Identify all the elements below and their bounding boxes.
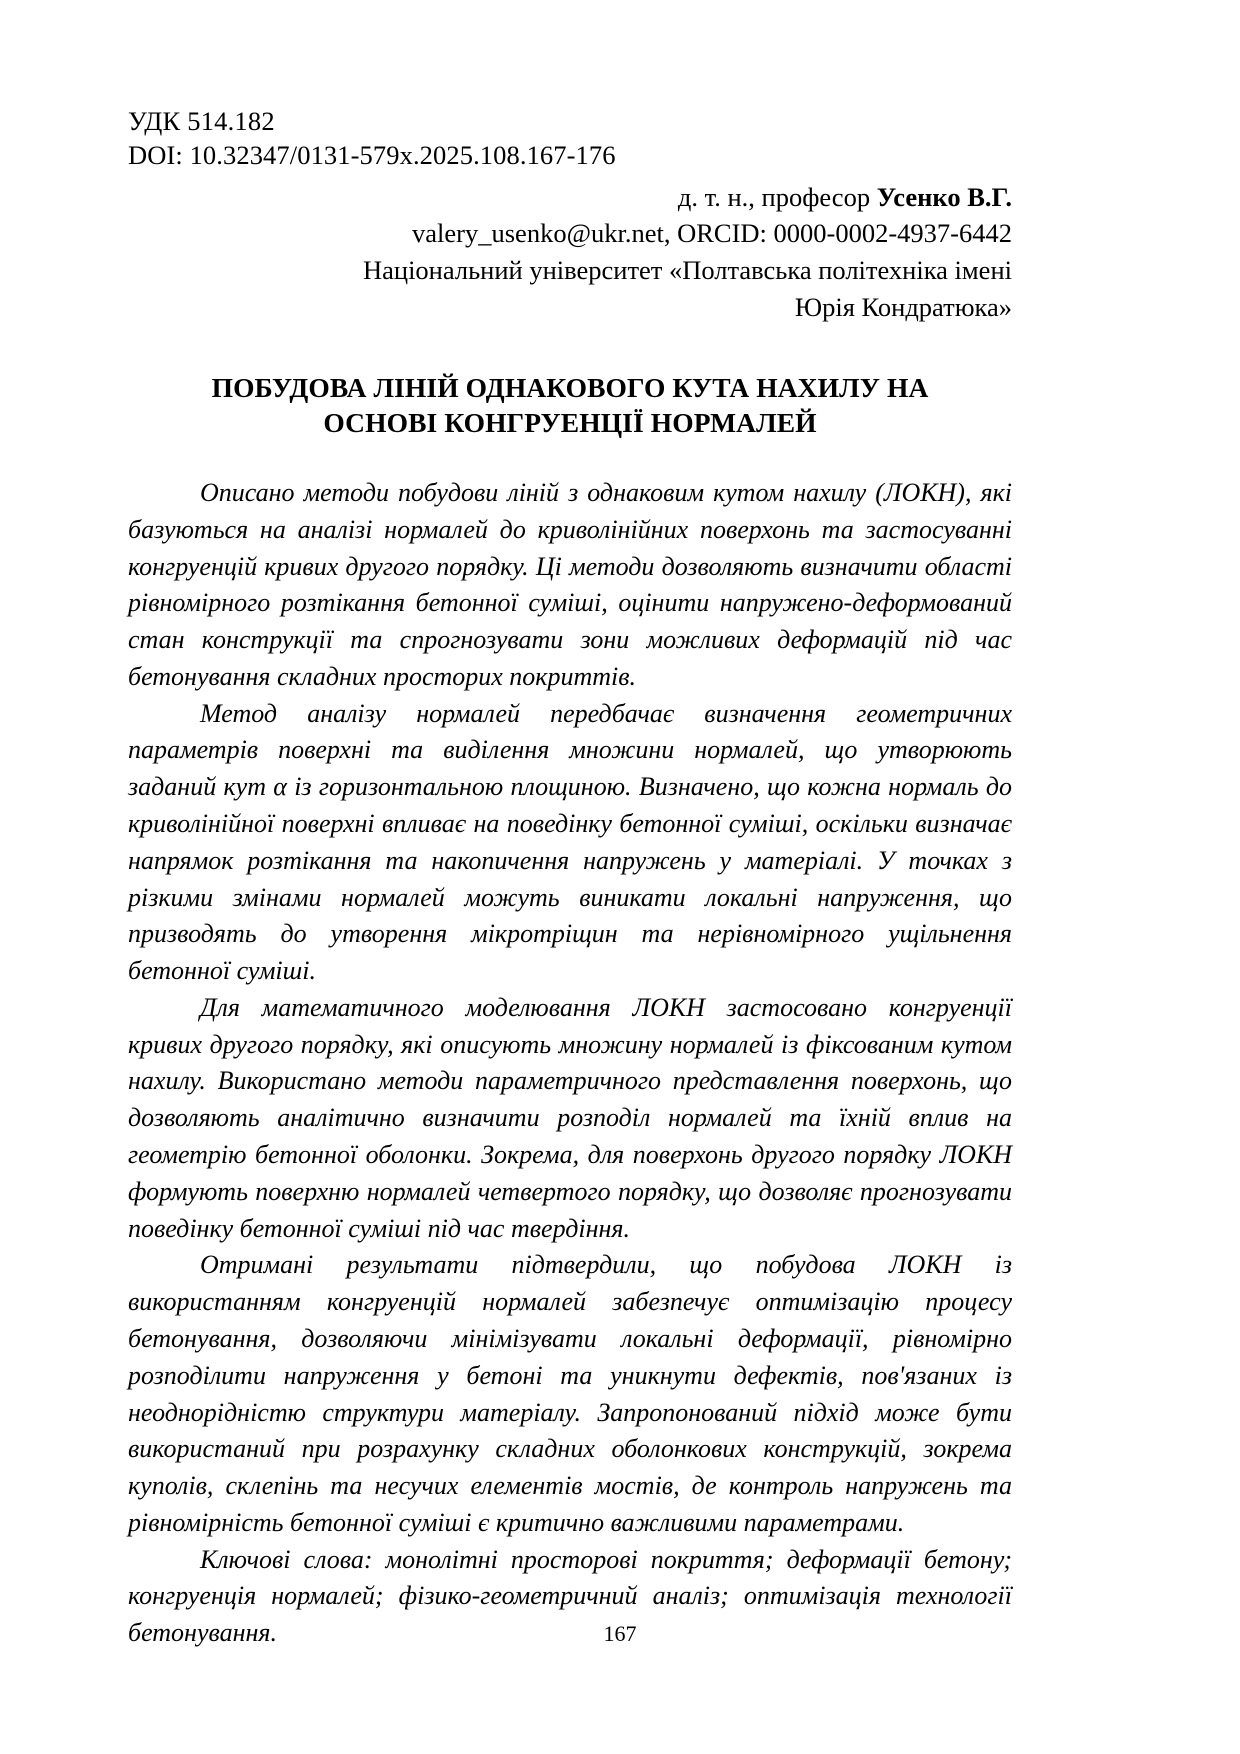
author-block	[128, 179, 1012, 325]
abstract-paragraph: Отримані результати підтвердили, що побудова ЛОКН із використанням конгруенцій нормалей забезпечує оптимізацію процесу бетонування, дозволяючи мінімізувати локальні деформації, рівномірно розподілити напруження у бетоні та уникнути дефектів, пов'язаних із неоднорідністю структури матеріалу. Запропонований підхід може бути використаний при розрахунку складних оболонкових конструкцій, зокрема куполів, склепінь та несучих елементів мостів, де контроль напружень та рівномірність бетонної суміші є критично важливими параметрами.	[128, 1250, 1012, 1537]
page-content	[128, 104, 1012, 1652]
doi-identifier: DOI: 10.32347/0131-579x.2025.108.167-176	[128, 140, 616, 171]
title-line-2: ОСНОВІ КОНГРУЕНЦІЇ НОРМАЛЕЙ	[323, 407, 817, 439]
abstract-paragraph: Описано методи побудови ліній з однаковим кутом нахилу (ЛОКН), які базуються на аналізі нормалей до криволінійних поверхонь та застосуванні конгруенцій кривих другого порядку. Ці методи дозволяють визначити області рівномірного розтікання бетонної суміші, оцінити напружено-деформований стан конструкції та спрогнозувати зони можливих деформацій під час бетонування складних просторих покриттів.	[128, 477, 1012, 691]
title-line-1: ПОБУДОВА ЛІНІЙ ОДНАКОВОГО КУТА НАХИЛУ НА	[211, 372, 929, 404]
author-contacts: valery_usenko@ukr.net, ORCID: 0000-0002-4937-6442	[412, 218, 1012, 249]
author-degree: д. т. н., професор	[677, 181, 877, 212]
page-number: 167	[603, 1621, 637, 1646]
keywords-label: Ключові слова:	[200, 1544, 373, 1574]
author-degree-and-name	[128, 179, 1012, 216]
abstract-section	[128, 475, 1012, 1652]
author-name: Усенко В.Г.	[876, 181, 1012, 212]
abstract-paragraph: Для математичного моделювання ЛОКН застосовано конгруенції кривих другого порядку, які описують множину нормалей із фіксованим кутом нахилу. Використано методи параметричного представлення поверхонь, що дозволяють аналітично визначити розподіл нормалей та їхній вплив на геометрію бетонної оболонки. Зокрема, для поверхонь другого порядку ЛОКН формують поверхню нормалей четвертого порядку, що дозволяє прогнозувати поведінку бетонної суміші під час твердіння.	[128, 992, 1012, 1243]
author-affiliation-line-2: Юрія Кондратюка»	[794, 291, 1012, 322]
udk-code: УДК 514.182	[128, 106, 275, 136]
keywords-list: монолітні просторові покриття; деформації бетону; конгруенція нормалей; фізико-геометричний аналіз; оптимізація технології бетонування.	[128, 1544, 1012, 1648]
author-affiliation-line-1: Національний університет «Полтавська політехніка імені	[362, 255, 1012, 285]
abstract-paragraph: Метод аналізу нормалей передбачає визначення геометричних параметрів поверхні та виділення множини нормалей, що утворюють заданий кут α із горизонтальною площиною. Визначено, що кожна нормаль до криволінійної поверхні впливає на поведінку бетонної суміші, оскільки визначає напрямок розтікання та накопичення напружень у матеріалі. У точках з різкими змінами нормалей можуть виникати локальні напруження, що призводять до утворення мікротріщин та нерівномірного ущільнення бетонної суміші.	[128, 698, 1012, 986]
page-title	[128, 371, 1012, 441]
